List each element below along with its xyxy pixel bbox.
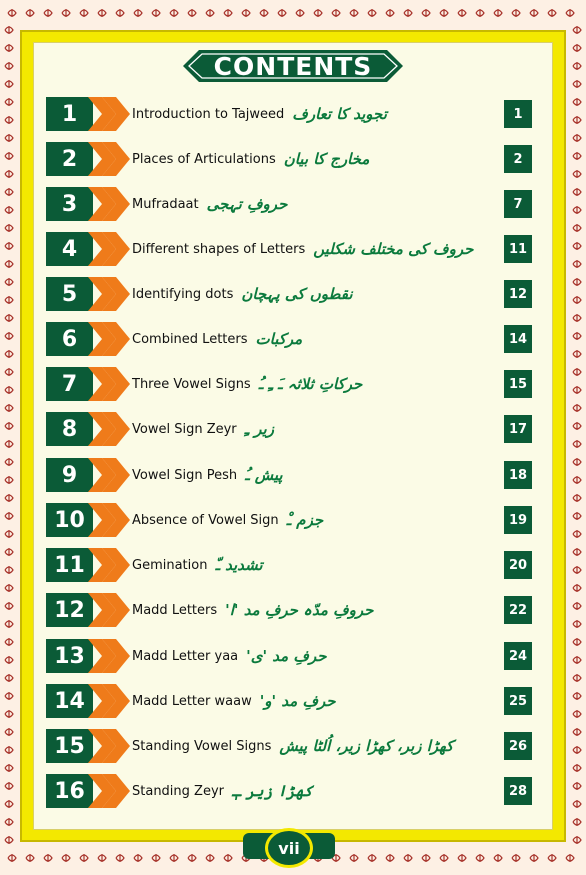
contents-entry[interactable]: [46, 232, 532, 266]
entry-urdu: حرکاتِ ثلاثہ ـَ ـِ ـُ: [258, 375, 363, 393]
entry-title: [132, 593, 373, 627]
entry-number: 1: [46, 97, 93, 131]
contents-entry[interactable]: [46, 277, 532, 311]
entry-title: [132, 142, 369, 176]
entry-number: 5: [46, 277, 93, 311]
entry-urdu: حروفِ تہجی: [206, 195, 288, 213]
contents-entry[interactable]: [46, 97, 532, 131]
entry-english: Madd Letter waaw: [132, 693, 252, 709]
contents-entry[interactable]: [46, 367, 532, 401]
entry-page-number: 11: [504, 235, 532, 263]
entry-page-number: 18: [504, 461, 532, 489]
entry-english: Places of Articulations: [132, 151, 276, 167]
entry-urdu: تشدید ـّ: [215, 556, 263, 574]
entry-page-number: 24: [504, 642, 532, 670]
entry-english: Gemination: [132, 557, 208, 573]
entry-english: Mufradaat: [132, 196, 199, 212]
entry-page-number: 1: [504, 100, 532, 128]
entry-page-number: 22: [504, 596, 532, 624]
entry-title: [132, 97, 387, 131]
contents-entry[interactable]: [46, 412, 532, 446]
entry-urdu: تجوید کا تعارف: [292, 105, 387, 123]
entry-english: Standing Zeyr: [132, 783, 224, 799]
page-number: vii: [265, 828, 313, 868]
contents-entry[interactable]: [46, 684, 532, 718]
entry-title: [132, 729, 453, 763]
entry-page-number: 14: [504, 325, 532, 353]
entry-english: Vowel Sign Zeyr: [132, 421, 237, 437]
entry-number: 12: [46, 593, 93, 627]
entry-page-number: 17: [504, 415, 532, 443]
contents-entry[interactable]: [46, 187, 532, 221]
page-title: CONTENTS: [213, 51, 373, 81]
entry-page-number: 15: [504, 370, 532, 398]
entry-urdu: جزم ـْ: [286, 511, 324, 529]
entry-title: [132, 639, 327, 673]
contents-entry[interactable]: [46, 729, 532, 763]
entry-urdu: زیر ـِ: [244, 420, 274, 438]
entry-page-number: 20: [504, 551, 532, 579]
entry-number: 2: [46, 142, 93, 176]
entry-title: [132, 322, 302, 356]
entry-title: [132, 232, 473, 266]
contents-entry[interactable]: [46, 593, 532, 627]
entry-english: Absence of Vowel Sign: [132, 512, 279, 528]
entry-number: 14: [46, 684, 93, 718]
entry-urdu: کھڑا زیر ـٖ: [231, 782, 313, 800]
entry-urdu: پیش ـُ: [245, 466, 283, 484]
entry-page-number: 25: [504, 687, 532, 715]
contents-entry[interactable]: [46, 142, 532, 176]
entry-title: [132, 548, 263, 582]
entry-english: Combined Letters: [132, 331, 248, 347]
entry-title: [132, 367, 362, 401]
entry-english: Different shapes of Letters: [132, 241, 306, 257]
entry-number: 6: [46, 322, 93, 356]
entry-urdu: حرفِ مد 'ی': [246, 647, 327, 665]
entry-title: [132, 187, 287, 221]
entry-english: Madd Letter yaa: [132, 648, 239, 664]
contents-entry[interactable]: [46, 458, 532, 492]
entry-title: [132, 684, 336, 718]
contents-entry[interactable]: [46, 774, 532, 808]
entry-page-number: 19: [504, 506, 532, 534]
entry-english: Three Vowel Signs: [132, 376, 251, 392]
entry-number: 10: [46, 503, 93, 537]
entry-page-number: 7: [504, 190, 532, 218]
entry-english: Madd Letters: [132, 602, 218, 618]
entry-title: [132, 774, 313, 808]
entry-urdu: مخارج کا بیان: [283, 150, 370, 168]
entry-number: 9: [46, 458, 93, 492]
entry-number: 13: [46, 639, 93, 673]
entry-number: 4: [46, 232, 93, 266]
contents-entry[interactable]: [46, 548, 532, 582]
entry-english: Identifying dots: [132, 286, 234, 302]
entry-title: [132, 503, 323, 537]
contents-entry[interactable]: [46, 503, 532, 537]
entry-title: [132, 458, 283, 492]
entry-english: Introduction to Tajweed: [132, 106, 285, 122]
entry-urdu: نقطوں کی پہچان: [241, 285, 353, 303]
entry-urdu: مرکبات: [255, 330, 303, 348]
entry-urdu: حرفِ مد 'و': [259, 692, 336, 710]
entry-number: 11: [46, 548, 93, 582]
entry-english: Standing Vowel Signs: [132, 738, 272, 754]
entry-number: 7: [46, 367, 93, 401]
contents-entry[interactable]: [46, 322, 532, 356]
entry-urdu: حروف کی مختلف شکلیں: [313, 240, 474, 258]
entry-number: 16: [46, 774, 93, 808]
contents-entry[interactable]: [46, 639, 532, 673]
entry-page-number: 2: [504, 145, 532, 173]
entry-page-number: 28: [504, 777, 532, 805]
entry-title: [132, 412, 274, 446]
entry-urdu: حروفِ مدّہ حرفِ مد 'ا': [225, 601, 374, 619]
entry-title: [132, 277, 353, 311]
entry-number: 8: [46, 412, 93, 446]
entry-number: 3: [46, 187, 93, 221]
entry-english: Vowel Sign Pesh: [132, 467, 238, 483]
entry-page-number: 12: [504, 280, 532, 308]
entry-urdu: کھڑا زبر، کھڑا زیر، اُلٹا پیش: [279, 737, 454, 755]
entry-number: 15: [46, 729, 93, 763]
entry-page-number: 26: [504, 732, 532, 760]
